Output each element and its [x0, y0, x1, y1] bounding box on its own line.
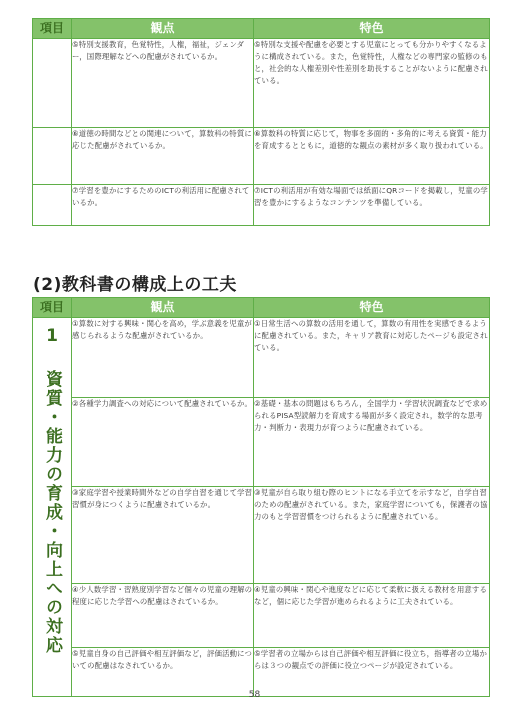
feature-cell: ⑦ICTの利活用が有効な場面では紙面にQRコードを掲載し，児童の学習を豊かにするようなコンテンツを準備している。	[254, 185, 490, 226]
item-cell-vertical	[33, 318, 72, 697]
feature-cell: ⑥算数科の特質に応じて，物事を多面的・多角的に考える資質・能力を育成するとともに，道徳的な観点の素材が多く取り扱われている。	[254, 128, 490, 185]
feature-cell: ④児童の興味・関心や進度などに応じて柔軟に扱える教材を用意するなど，個に応じた学習が進められるように工夫されている。	[254, 584, 490, 648]
viewpoint-cell: ②各種学力調査への対応について配慮されているか。	[72, 398, 254, 487]
table-row	[33, 185, 490, 226]
header-row	[33, 298, 490, 318]
item-cell-empty	[33, 185, 72, 226]
header-feature: 特色	[254, 298, 490, 318]
item-label-vertical: 1 資質・能力の育成・向上への対応	[42, 326, 62, 655]
viewpoint-cell: ⑥道徳の時間などとの関連について，算数科の特質に応じた配慮がされているか。	[72, 128, 254, 185]
table-row	[33, 398, 490, 487]
table-row	[33, 318, 490, 398]
viewpoint-cell: ④少人数学習・習熟度別学習など個々の児童の理解の程度に応じた学習への配慮はされているか。	[72, 584, 254, 648]
viewpoint-cell: ⑤特別支援教育，色覚特性，人権，福祉，ジェンダー，国際理解などへの配慮がされているか。	[72, 39, 254, 128]
header-feature: 特色	[254, 19, 490, 39]
feature-cell: ①日常生活への算数の活用を通して，算数の有用性を実感できるように配慮されている。また，キャリア教育に対応したページも設定されている。	[254, 318, 490, 398]
header-row	[33, 19, 490, 39]
item-cell-empty	[33, 39, 72, 128]
feature-cell: ②基礎・基本の問題はもちろん，全国学力・学習状況調査などで求められるPISA型読解力を育成する場面が多く設定され，数学的な思考力・判断力・表現力が育つように配慮されている。	[254, 398, 490, 487]
header-item: 項目	[33, 19, 72, 39]
viewpoint-cell: ⑦学習を豊かにするためのICTの利活用に配慮されているか。	[72, 185, 254, 226]
header-viewpoint: 観点	[72, 298, 254, 318]
page-number: 58	[248, 690, 261, 700]
table-row	[33, 487, 490, 584]
viewpoint-cell: ①算数に対する興味・関心を高め，学ぶ意義を児童が感じられるような配慮がされているか。	[72, 318, 254, 398]
table-row	[33, 39, 490, 128]
feature-cell: ⑤特別な支援や配慮を必要とする児童にとっても分かりやすくなるように構成されている。また，色覚特性，人権などの専門家の監修のもと，社会的な人権差別や性差別を助長することがないように配慮されている。	[254, 39, 490, 128]
item-cell-empty	[33, 128, 72, 185]
feature-cell: ⑤学習者の立場からは自己評価や相互評価に役立ち，指導者の立場からは３つの観点での評価に役立つページが設定されている。	[254, 648, 490, 697]
table-features-2	[32, 297, 490, 697]
table-features-1	[32, 18, 490, 226]
viewpoint-cell: ③家庭学習や授業時間外などの自学自習を通じて学習習慣が身につくように配慮されているか。	[72, 487, 254, 584]
viewpoint-cell: ⑤児童自身の自己評価や相互評価など，評価活動についての配慮はなされているか。	[72, 648, 254, 697]
table-row	[33, 128, 490, 185]
section-title: (2)教科書の構成上の工夫	[33, 275, 237, 295]
table-row	[33, 584, 490, 648]
feature-cell: ③児童が自ら取り組む際のヒントになる手立てを示すなど，自学自習のための配慮がされている。また，家庭学習についても，保護者の協力のもと学習習慣をつけられるように配慮されている。	[254, 487, 490, 584]
header-viewpoint: 観点	[72, 19, 254, 39]
header-item: 項目	[33, 298, 72, 318]
